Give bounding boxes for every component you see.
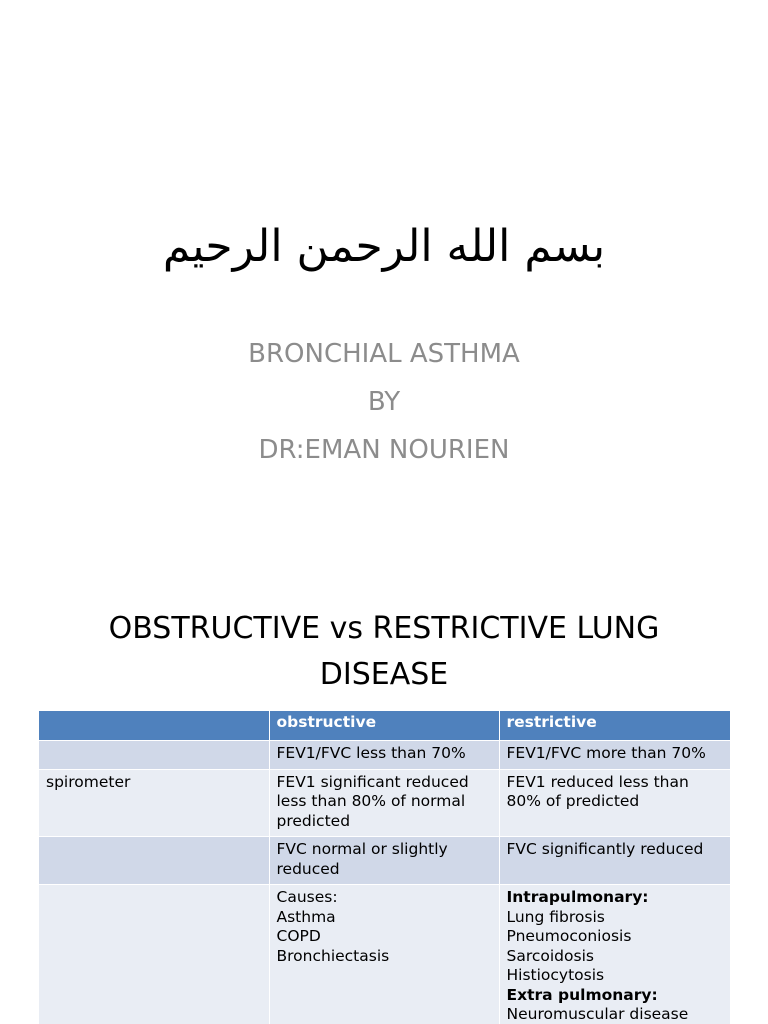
cell-line: Causes: xyxy=(276,888,338,906)
cell-line: Pneumoconiosis xyxy=(506,927,632,945)
cell-line: 80% of predicted xyxy=(506,792,640,810)
cell-line: FVC normal or slightly xyxy=(276,840,448,858)
cell-line: COPD xyxy=(276,927,321,945)
obstructive-cell xyxy=(269,769,499,837)
cell-line: Neuromuscular disease xyxy=(506,1005,689,1023)
restrictive-cell xyxy=(499,769,730,837)
obstructive-cell xyxy=(269,837,499,885)
subtitle-by: BY xyxy=(367,387,401,417)
cell-line: FVC significantly reduced xyxy=(506,840,704,858)
title-line-2: DISEASE xyxy=(319,657,449,692)
restrictive-cell xyxy=(499,885,730,1024)
row-label-cell xyxy=(39,741,269,770)
cell-line: less than 80% of normal xyxy=(276,792,466,810)
table-row xyxy=(39,837,730,885)
cell-line: Asthma xyxy=(276,907,336,926)
obstructive-cell xyxy=(269,741,499,770)
cell-line: Lung fibrosis xyxy=(506,907,605,926)
table-row xyxy=(39,769,730,837)
comparison-slide xyxy=(0,576,768,1024)
cell-line-heading: Intrapulmonary: xyxy=(506,888,649,906)
row-label-cell: spirometer xyxy=(39,769,269,837)
subtitle-author: DR:EMAN NOURIEN xyxy=(258,435,510,465)
cell-line: FEV1 significant reduced xyxy=(276,772,469,791)
restrictive-cell xyxy=(499,741,730,770)
comparison-table xyxy=(39,711,731,1024)
row-label-cell xyxy=(39,885,269,1024)
table-row xyxy=(39,885,730,1024)
cell-line: FEV1/FVC less than 70% xyxy=(276,744,466,762)
table-header-row xyxy=(39,711,730,741)
header-cell-obstructive: obstructive xyxy=(269,711,499,741)
cell-line: Sarcoidosis xyxy=(506,946,594,965)
table-row xyxy=(39,741,730,770)
subtitle-topic: BRONCHIAL ASTHMA xyxy=(248,339,520,369)
title-line-1: OBSTRUCTIVE vs RESTRICTIVE LUNG xyxy=(108,611,660,646)
cell-line: FEV1/FVC more than 70% xyxy=(506,744,706,762)
cell-line: Histiocytosis xyxy=(506,966,605,984)
arabic-basmala-title: بسم الله الرحمن الرحيم xyxy=(162,221,606,272)
row-label-cell xyxy=(39,837,269,885)
cell-line-heading: Extra pulmonary: xyxy=(506,985,658,1004)
restrictive-cell xyxy=(499,837,730,885)
header-cell-empty xyxy=(39,711,269,741)
cell-line: predicted xyxy=(276,811,351,830)
cell-line: reduced xyxy=(276,859,340,878)
cell-line: Bronchiectasis xyxy=(276,946,390,965)
cell-line: FEV1 reduced less than xyxy=(506,772,689,791)
comparison-slide-title xyxy=(60,606,708,698)
obstructive-cell xyxy=(269,885,499,1024)
header-cell-restrictive: restrictive xyxy=(499,711,730,741)
slide-subtitle xyxy=(0,330,768,474)
